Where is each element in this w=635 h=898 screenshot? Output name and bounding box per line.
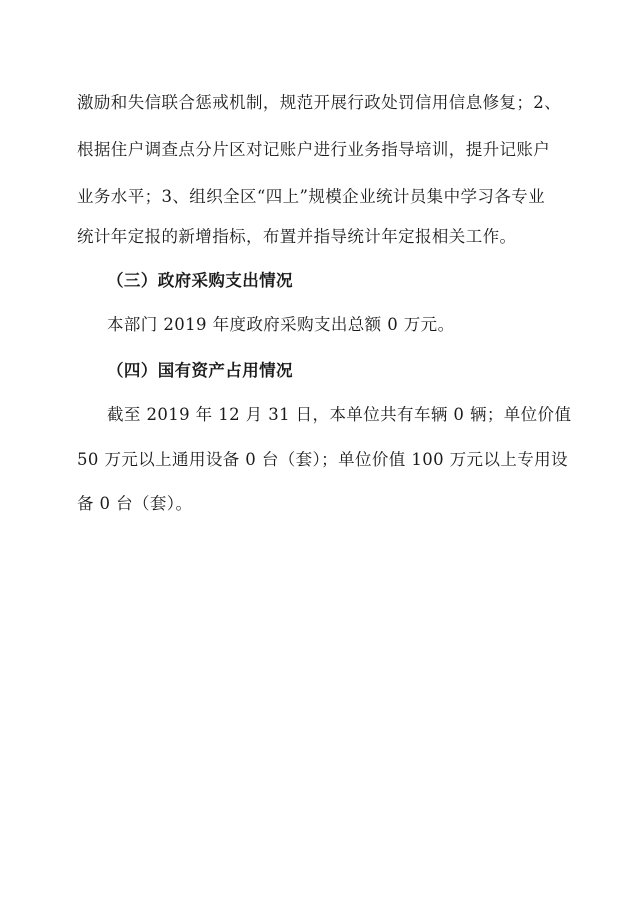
- assets-line: 50 万元以上通用设备 0 台（套）；单位价值 100 万元以上专用设: [77, 450, 568, 469]
- assets-line: 截至 2019 年 12 月 31 日，本单位共有车辆 0 辆；单位价值: [107, 405, 572, 424]
- procurement-text: 本部门 2019 年度政府采购支出总额 0 万元。: [107, 315, 455, 334]
- paragraph-line: 业务水平；3、组织全区“四上”规模企业统计员集中学习各专业: [77, 187, 545, 206]
- paragraph-line: 统计年定报的新增指标，布置并指导统计年定报相关工作。: [77, 227, 517, 246]
- assets-line: 备 0 台（套）。: [77, 494, 193, 513]
- paragraph-line: 激励和失信联合惩戒机制，规范开展行政处罚信用信息修复；2、: [77, 93, 562, 112]
- paragraph-line: 根据住户调查点分片区对记账户进行业务指导培训，提升记账户: [77, 140, 551, 159]
- section-heading-assets: （四）国有资产占用情况: [107, 361, 293, 380]
- section-heading-procurement: （三）政府采购支出情况: [107, 271, 293, 290]
